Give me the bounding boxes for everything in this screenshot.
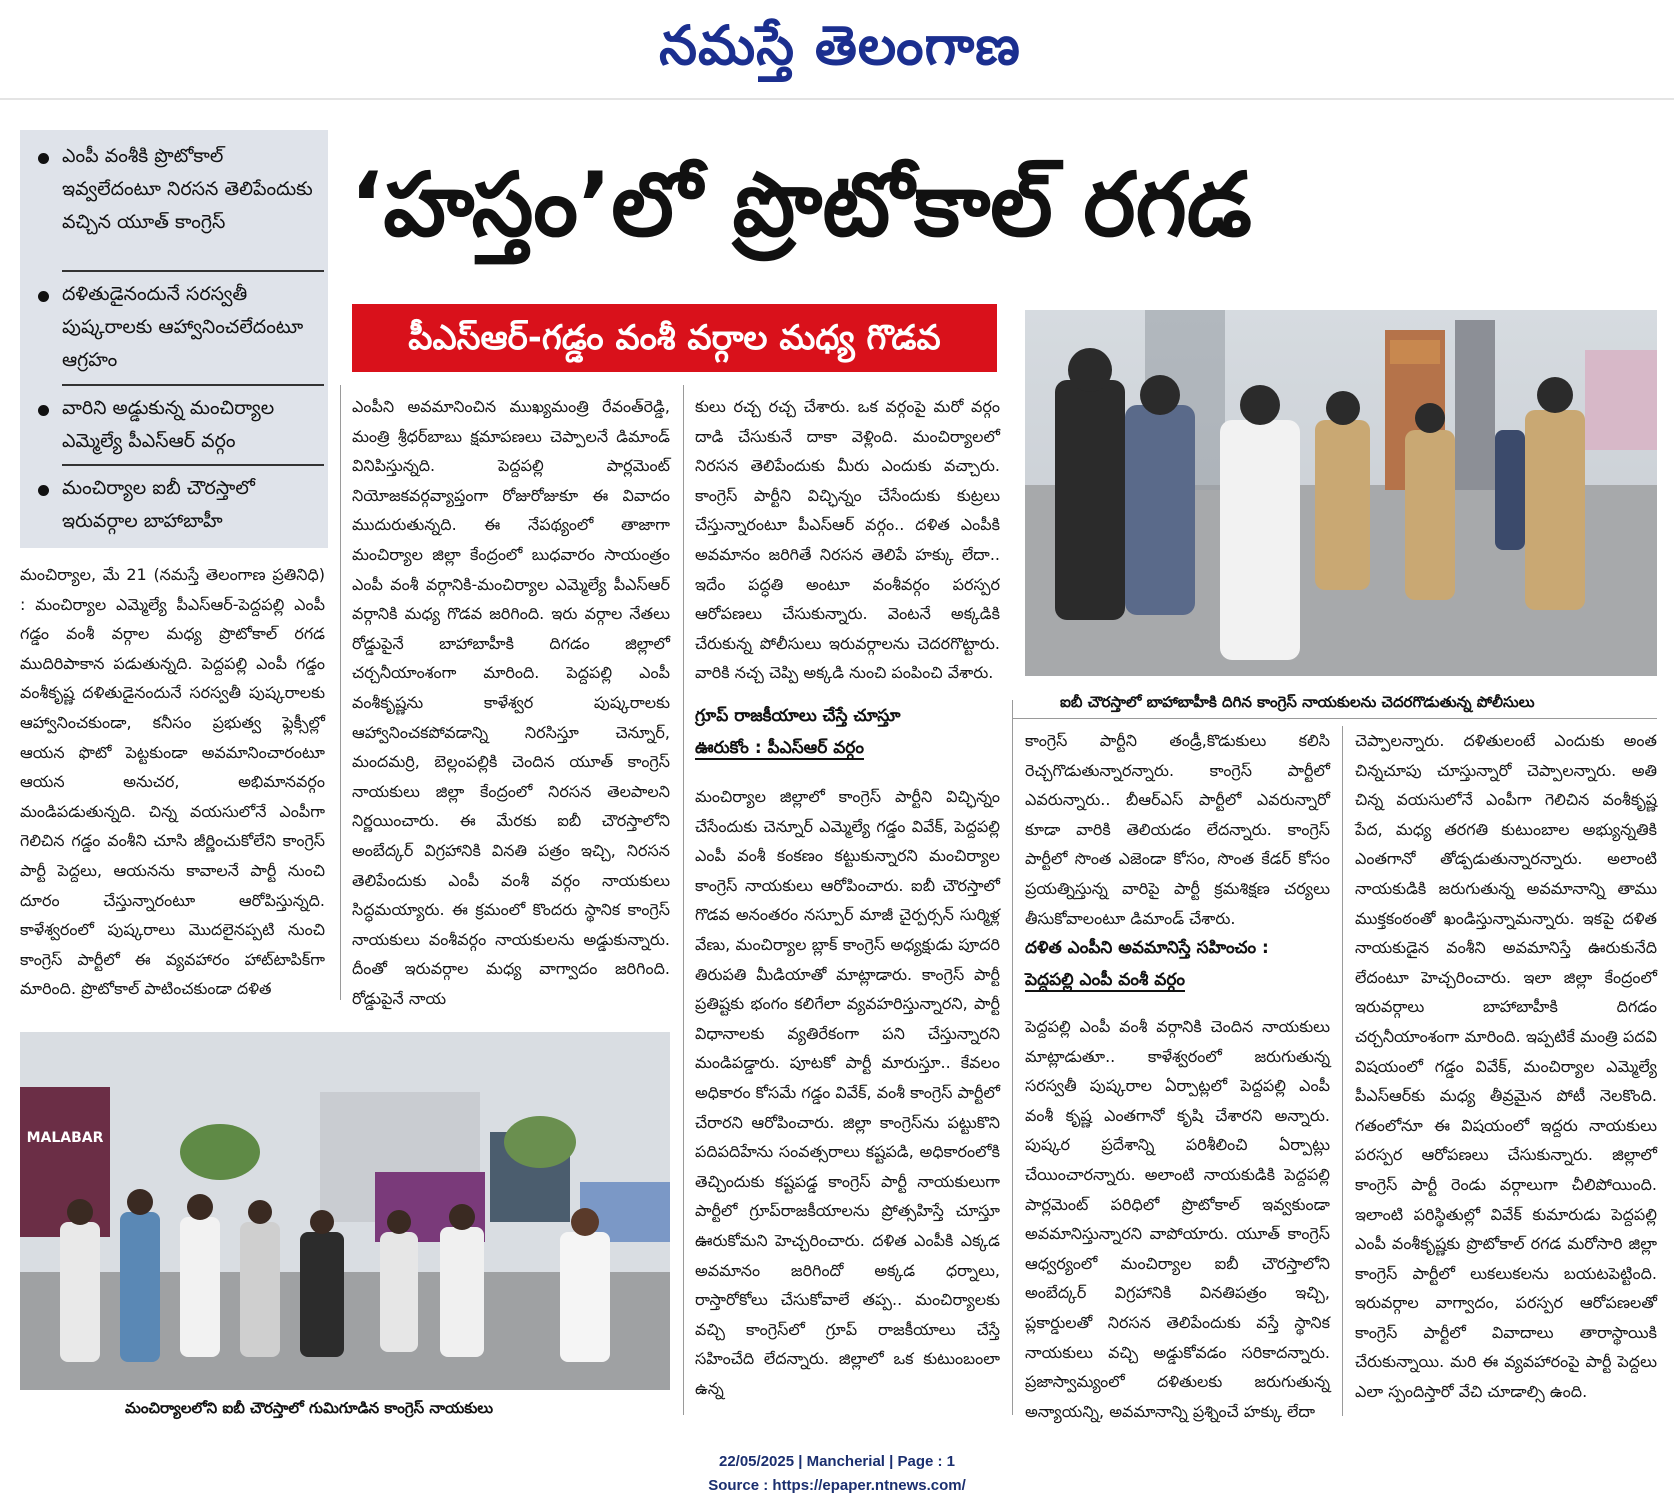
masthead	[0, 0, 1674, 92]
photo-caption: ఐబీ చౌరస్తాలో బాహాబాహీకి దిగిన కాంగ్రెస్ నాయకులను చెదరగొడుతున్న పోలీసులు	[1060, 693, 1535, 711]
highlight-divider	[62, 464, 324, 466]
photo-illustration	[1025, 310, 1657, 676]
article-column-1: మంచిర్యాల, మే 21 (నమస్తే తెలంగాణ ప్రతినిధి) : మంచిర్యాల ఎమ్మెల్యే పీఎస్ఆర్-పెద్దపల్లి ఎంపీ గడ్డం వంశీ వర్గాల మధ్య ప్రొటోకాల్ రగడ ముదిరిపాకాన పడుతున్నది. పెద్దపల్లి ఎంపీ గడ్డం వంశీకృష్ణ దళితుడైనందునే సరస్వతీ పుష్కరాలకు ఆహ్వానించకుండా, కనీసం ప్రభుత్వ ఫ్లెక్సీల్లో ఆయన ఫొటో పెట్టకుండా అవమానించారంటూ ఆయన అనుచర, అభిమానవర్గం మండిపడుతున్నది. చిన్న వయసులోనే ఎంపీగా గెలిచిన గడ్డం వంశీని చూసి జీర్ణించుకోలేని కాంగ్రెస్ పార్టీ పెద్దలు, ఆయనను కావాలనే పార్టీ నుంచి దూరం చేస్తున్నారంటూ ఆరోపిస్తున్నది. కాళేశ్వరంలో పుష్కరాలు మొదలైనప్పటి నుంచి కాంగ్రెస్ పార్టీలో ఈ వ్యవహారం హాట్‌టాపిక్‌గా మారింది. ప్రొటోకాల్ పాటించకుండా దళిత	[20, 565, 325, 999]
column-rule	[1342, 726, 1343, 1416]
section-subtitle	[695, 700, 1000, 764]
highlight-text: వారిని అడ్డుకున్న మంచిర్యాల ఎమ్మెల్యే పీఎస్ఆర్ వర్గం	[62, 397, 275, 452]
article-headline: ‘హస్తం’లో ప్రొటోకాల్ రగడ	[350, 153, 1252, 256]
subtitle-line: గ్రూప్ రాజకీయాలు చేస్తే చూస్తూ	[695, 706, 901, 726]
article-column-2: ఎంపీని అవమానించిన ముఖ్యమంత్రి రేవంత్‌రెడ్డి, మంత్రి శ్రీధర్‌బాబు క్షమాపణలు చెప్పాలనే డిమాండ్ వినిపిస్తున్నది. పెద్దపల్లి పార్లమెంట్ నియోజకవర్గవ్యాప్తంగా రోజురోజుకూ ఈ వివాదం ముదురుతున్నది. ఈ నేపథ్యంలో తాజాగా మంచిర్యాల జిల్లా కేంద్రంలో బుధవారం సాయంత్రం ఎంపీ వంశీ వర్గానికి-మంచిర్యాల ఎమ్మెల్యే పీఎస్ఆర్ వర్గానికి మధ్య గొడవ జరిగింది. ఇరు వర్గాల నేతలు రోడ్డుపైనే బాహాబాహీకి దిగడం జిల్లాలో చర్చనీయాంశంగా మారింది. పెద్దపల్లి ఎంపీ వంశీకృష్ణను కాళేశ్వర పుష్కరాలకు ఆహ్వానించకపోవడాన్ని నిరసిస్తూ చెన్నూర్, మందమర్రి, బెల్లంపల్లికి చెందిన యూత్ కాంగ్రెస్ నాయకులు జిల్లా కేంద్రంలో నిరసన తెలపాలని నిర్ణయించారు. ఈ మేరకు ఐబీ చౌరస్తాలోని అంబేద్కర్ విగ్రహానికి వినతి పత్రం ఇచ్చి, నిరసన తెలిపేందుకు ఎంపీ వంశీ వర్గం నాయకులు సిద్ధమయ్యారు. ఈ క్రమంలో కొందరు స్థానిక కాంగ్రెస్ నాయకులు వంశీవర్గం నాయకులను అడ్డుకున్నారు. దీంతో ఇరువర్గాల మధ్య వాగ్వాదం జరిగింది. రోడ్డుపైనే నాయ	[352, 397, 670, 1008]
article-column-5: చెప్పాలన్నారు. దళితులంటే ఎందుకు అంత చిన్నచూపు చూస్తున్నారో చెప్పాలన్నారు. అతి చిన్న వయసులోనే ఎంపీగా గెలిచిన వంశీకృష్ణ పేద, మధ్య తరగతి కుటుంబాల అభ్యున్నతికి ఎంతగానో తోడ్పడుతున్నారన్నారు. అలాంటి నాయకుడికి జరుగుతున్న అవమానాన్ని తాము ముక్తకంఠంతో ఖండిస్తున్నామన్నారు. ఇకపై దళిత నాయకుడైన వంశీని అవమానిస్తే ఊరుకునేది లేదంటూ హెచ్చరించారు. ఇలా జిల్లా కేంద్రంలో ఇరువర్గాలు బాహాబాహీకి దిగడం చర్చనీయాంశంగా మారింది. ఇప్పటికే మంత్రి పదవి విషయంలో గడ్డం వివేక్, మంచిర్యాల ఎమ్మెల్యే పీఎస్ఆర్‌కు మధ్య తీవ్రమైన పోటీ నెలకొంది. గతంలోనూ ఈ విషయంలో ఇద్దరు నాయకులు పరస్పర ఆరోపణలు చేసుకున్నారు. జిల్లాలో కాంగ్రెస్ పార్టీ రెండు వర్గాలుగా చీలిపోయింది. ఇలాంటి పరిస్థితుల్లో వివేక్ కుమారుడు పెద్దపల్లి ఎంపీ వంశీకృష్ణకు ప్రొటోకాల్ రగడ మరోసారి జిల్లా కాంగ్రెస్ పార్టీలో లుకలుకలను బయటపెట్టింది. ఇరువర్గాల వాగ్వాదం, పరస్పర ఆరోపణలతో కాంగ్రెస్ పార్టీలో వివాదాలు తారాస్థాయికి చేరుకున్నాయి. మరి ఈ వ్యవహారంపై పార్టీ పెద్దలు ఎలా స్పందిస్తారో వేచి చూడాల్సి ఉంది.	[1355, 731, 1657, 1402]
footer-date-line: 22/05/2025 | Mancherial | Page : 1	[718, 1453, 956, 1470]
subtitle-line: పెద్దపల్లి ఎంపీ వంశీ వర్గం	[1025, 970, 1186, 990]
highlights-box	[20, 130, 328, 548]
leaders-gathered-photo	[20, 1032, 670, 1390]
article-subheadline: పీఎస్ఆర్-గడ్డం వంశీ వర్గాల మధ్య గొడవ	[352, 304, 997, 372]
highlight-item	[38, 140, 323, 239]
bullet-icon	[38, 405, 49, 416]
section-subtitle	[1025, 932, 1330, 996]
highlight-item	[38, 392, 323, 458]
shop-sign-text: MALABAR	[26, 1130, 104, 1146]
caption-rule	[1012, 718, 1657, 719]
article-column-3-part-2: మంచిర్యాల జిల్లాలో కాంగ్రెస్ పార్టీని విచ్ఛిన్నం చేసేందుకు చెన్నూర్ ఎమ్మెల్యే గడ్డం వివేక్, పెద్దపల్లి ఎంపీ వంశీ కంకణం కట్టుకున్నారని మంచిర్యాల కాంగ్రెస్ నాయకులు ఆరోపించారు. ఐబీ చౌరస్తాలో గొడవ అనంతరం నస్పూర్ మాజీ చైర్పర్సన్ సుర్మిళ్ల వేణు, మంచిర్యాల బ్లాక్ కాంగ్రెస్ అధ్యక్షుడు పూదరి తిరుపతి మీడియాతో మాట్లాడారు. కాంగ్రెస్ పార్టీ ప్రతిష్టకు భంగం కలిగేలా వ్యవహరిస్తున్నారని, పార్టీ విధానాలకు వ్యతిరేకంగా పని చేస్తున్నారని మండిపడ్డారు. పూటకో పార్టీ మారుస్తూ.. కేవలం అధికారం కోసమే గడ్డం వివేక్, వంశీ కాంగ్రెస్ పార్టీలో చేరారని ఆరోపించారు. జిల్లా కాంగ్రెస్‌ను పట్టుకొని పదిపదిహేను సంవత్సరాలు కష్టపడి, అధికారంలోకి తెచ్చిందుకు కష్టపడ్డ కాంగ్రెస్ పార్టీ నాయకులుగా పార్టీలో గ్రూప్‌రాజకీయాలను ప్రోత్సహిస్తే చూస్తూ ఊరుకోమని హెచ్చరించారు. దళిత ఎంపీకి ఎక్కడ అవమానం జరిగిందో అక్కడ ధర్నాలు, రాస్తారోకోలు చేసుకోవాలే తప్ప.. మంచిర్యాలకు వచ్చి కాంగ్రెస్‌లో గ్రూప్ రాజకీయాలు చేస్తే సహించేది లేదన్నారు. జిల్లాలో ఒక కుటుంబంలా ఉన్న	[695, 787, 1000, 1398]
highlight-divider	[62, 270, 324, 272]
column-rule	[1012, 700, 1013, 1415]
subtitle-line: ఊరుకోం : పీఎస్ఆర్ వర్గం	[695, 738, 865, 758]
photo-illustration	[20, 1032, 670, 1390]
column-rule	[683, 385, 684, 1415]
bullet-icon	[38, 153, 49, 164]
highlight-item	[38, 472, 323, 538]
bullet-icon	[38, 485, 49, 496]
police-dispersing-photo	[1025, 310, 1657, 676]
article-column-4-part-1: కాంగ్రెస్ పార్టీని తండ్రీ,కొడుకులు కలిసి రెచ్చగొడుతున్నారన్నారు. కాంగ్రెస్ పార్టీలో ఎవరున్నారు.. బీఆర్ఎస్ పార్టీలో ఎవరున్నారో కూడా వారికి తెలియడం లేదన్నారు. కాంగ్రెస్ పార్టీలో సొంత ఎజెండా కోసం, సొంత కేడర్ కోసం ప్రయత్నిస్తున్న వారిపై పార్టీ క్రమశిక్షణ చర్యలు తీసుకోవాలంటూ డిమాండ్ చేశారు.	[1025, 731, 1330, 928]
article-column-3-part-1: కులు రచ్చ రచ్చ చేశారు. ఒక వర్గంపై మరో వర్గం దాడి చేసుకునే దాకా వెళ్లింది. మంచిర్యాలలో నిరసన తెలిపేందుకు మీరు ఎందుకు వచ్చారు. కాంగ్రెస్ పార్టీని విచ్ఛిన్నం చేసేందుకు కుట్రలు చేస్తున్నారంటూ పీఎస్ఆర్ వర్గం.. దళిత ఎంపీకి అవమానం జరిగితే నిరసన తెలిపే హక్కు లేదా.. ఇదేం పద్ధతి అంటూ వంశీవర్గం పరస్పర ఆరోపణలు చేసుకున్నారు. వెంటనే అక్కడికి చేరుకున్న పోలీసులు ఇరువర్గాలను చెదరగొట్టారు. వారికి నచ్చ చెప్పి అక్కడి నుంచి పంపించి వేశారు.	[695, 397, 1000, 683]
bullet-icon	[38, 291, 49, 302]
highlight-divider	[62, 384, 324, 386]
subtitle-line: దళిత ఎంపీని అవమానిస్తే సహించం :	[1025, 938, 1269, 958]
footer-source-line: Source : https://epaper.ntnews.com/	[708, 1477, 966, 1494]
highlight-item	[38, 278, 323, 377]
masthead-divider	[0, 98, 1674, 100]
column-rule	[340, 385, 341, 1000]
highlight-text: మంచిర్యాల ఐబీ చౌరస్తాలో ఇరువర్గాల బాహాబాహీ	[62, 477, 255, 532]
article-column-4-part-2: పెద్దపల్లి ఎంపీ వంశీ వర్గానికి చెందిన నాయకులు మాట్లాడుతూ.. కాళేశ్వరంలో జరుగుతున్న సరస్వతీ పుష్కరాల ఏర్పాట్లలో పెద్దపల్లి ఎంపీ వంశీ కృష్ణ ఎంతగానో కృషి చేశారని అన్నారు. పుష్కర ప్రదేశాన్ని పరిశీలించి ఏర్పాట్లు చేయించారన్నారు. అలాంటి నాయకుడికి పెద్దపల్లి పార్లమెంట్ పరిధిలో ప్రొటోకాల్ ఇవ్వకుండా అవమానిస్తున్నారని వాపోయారు. యూత్ కాంగ్రెస్ ఆధ్వర్యంలో మంచిర్యాల ఐబీ చౌరస్తాలోని అంబేద్కర్ విగ్రహానికి వినతిపత్రం ఇచ్చి, ప్లకార్డులతో నిరసన తెలిపేందుకు వస్తే స్థానిక నాయకులు వచ్చి అడ్డుకోవడం సరికాదన్నారు. ప్రజాస్వామ్యంలో దళితులకు జరుగుతున్న అన్యాయన్ని, అవమానాన్ని ప్రశ్నించే హక్కు లేదా	[1025, 1017, 1330, 1421]
highlight-text: దళితుడైనందునే సరస్వతీ పుష్కరాలకు ఆహ్వానించలేదంటూ ఆగ్రహం	[62, 283, 304, 371]
newspaper-logo: నమస్తే తెలంగాణ	[659, 14, 1021, 77]
highlight-text: ఎంపీ వంశీకి ప్రొటోకాల్ ఇవ్వలేదంటూ నిరసన తెలిపేందుకు వచ్చిన యూత్ కాంగ్రెస్	[62, 145, 313, 233]
photo-caption: మంచిర్యాలలోని ఐబీ చౌరస్తాలో గుమిగూడిన కాంగ్రెస్ నాయకులు	[125, 1399, 494, 1417]
